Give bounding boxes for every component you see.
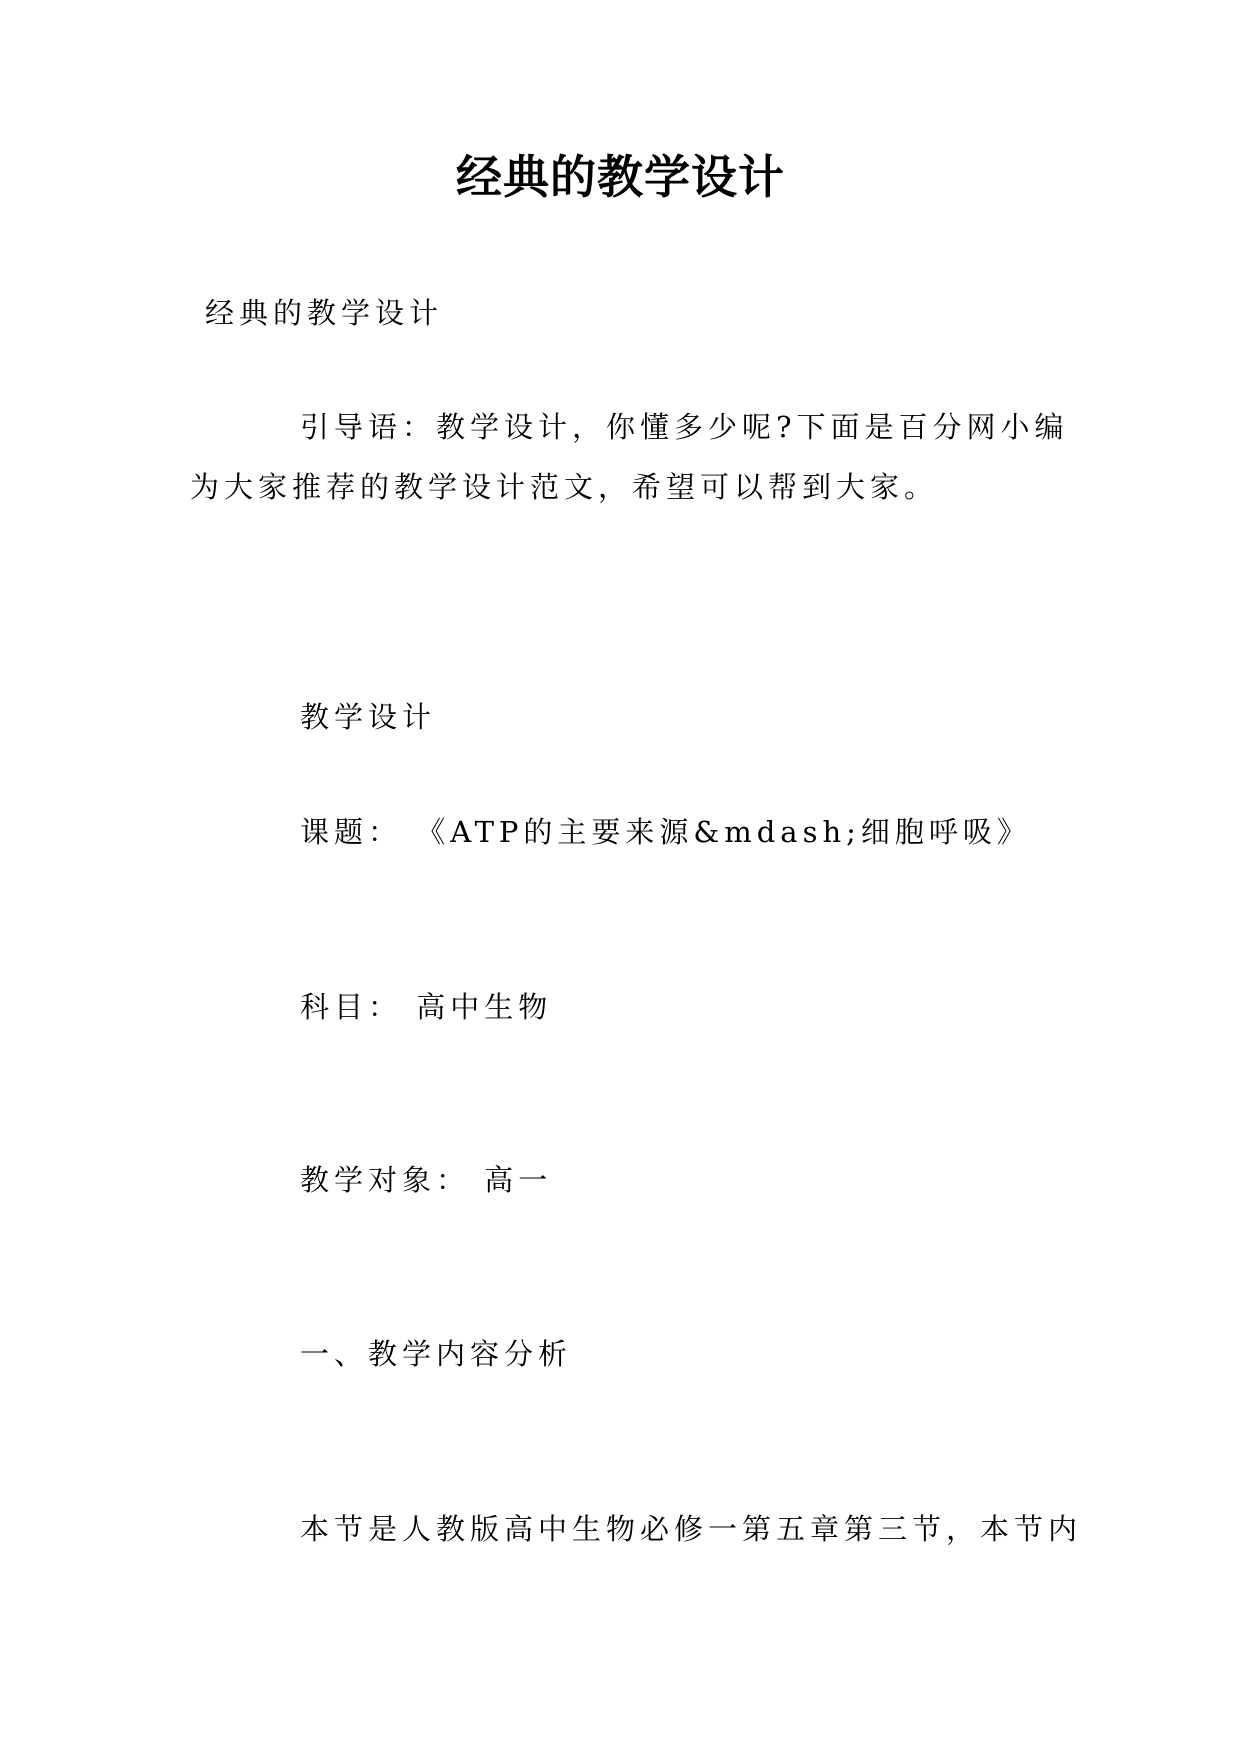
intro-paragraph-line-2: 为大家推荐的教学设计范文，希望可以帮到大家。 bbox=[190, 470, 939, 504]
subject-line: 科目： 高中生物 bbox=[300, 990, 553, 1024]
body-paragraph-line-1: 本节是人教版高中生物必修一第五章第三节，本节内 bbox=[300, 1512, 1083, 1546]
audience-line: 教学对象： 高一 bbox=[300, 1163, 553, 1197]
intro-paragraph-line-1: 引导语：教学设计，你懂多少呢?下面是百分网小编 bbox=[300, 410, 1069, 444]
section-label: 教学设计 bbox=[300, 700, 437, 734]
section-heading-content-analysis: 一、教学内容分析 bbox=[300, 1337, 573, 1371]
topic-line: 课题： 《ATP的主要来源&mdash;细胞呼吸》 bbox=[300, 815, 1031, 849]
subtitle-text: 经典的教学设计 bbox=[205, 296, 444, 330]
document-title: 经典的教学设计 bbox=[456, 150, 785, 204]
